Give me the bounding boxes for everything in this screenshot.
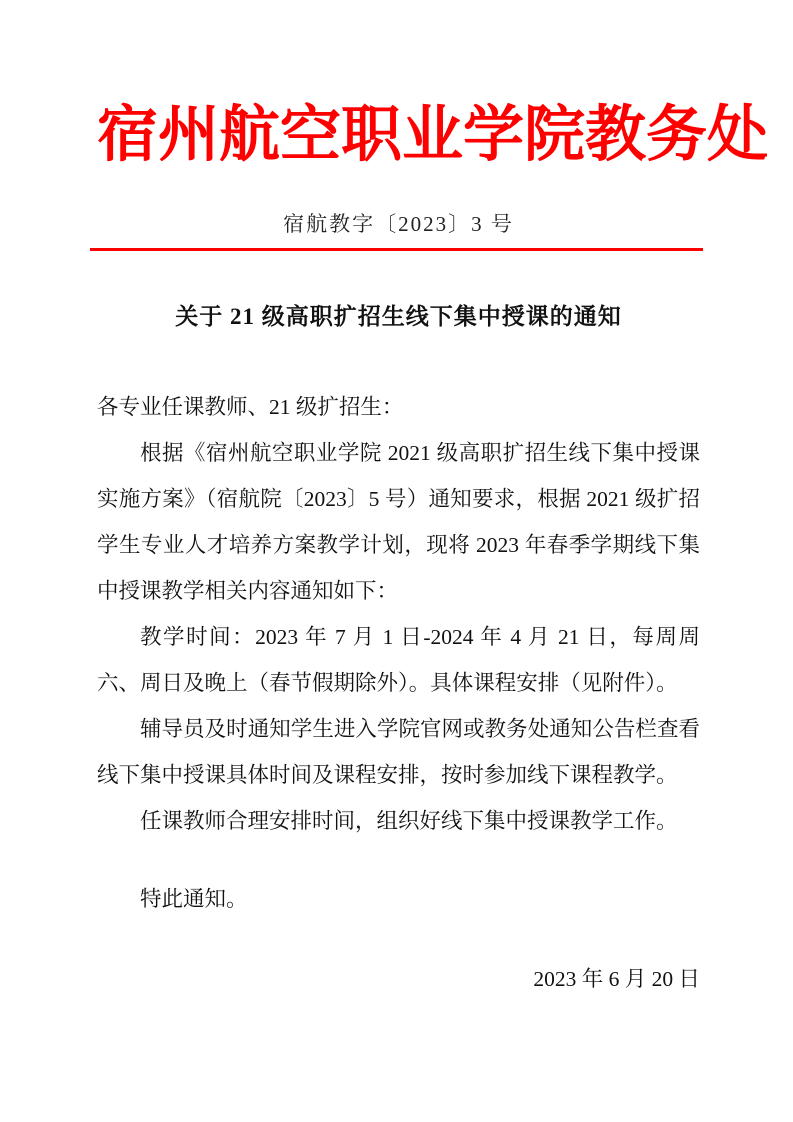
salutation-line: 各专业任课教师、21 级扩招生： <box>97 395 404 419</box>
masthead-title: 宿州航空职业学院教务处 <box>97 102 769 169</box>
paragraph-schedule: 教学时间：2023 年 7 月 1 日-2024 年 4 月 21 日，每周周六、周日及晚上（春节假期除外）。具体课程安排（见附件）。 <box>97 625 700 695</box>
red-divider-rule <box>90 248 703 251</box>
notice-body <box>97 384 700 1002</box>
issue-date: 2023 年 6 月 20 日 <box>533 967 700 991</box>
notice-title: 关于 21 级高职扩招生线下集中授课的通知 <box>175 304 622 329</box>
paragraph-basis: 根据《宿州航空职业学院 2021 级高职扩招生线下集中授课实施方案》（宿航院〔2023〕5 号）通知要求，根据 2021 级扩招学生专业人才培养方案教学计划，现将 2023 年春季学期线下集中授课教学相关内容通知如下： <box>97 441 700 603</box>
document-number: 宿航教字〔2023〕3 号 <box>283 212 514 236</box>
closing-line: 特此通知。 <box>140 887 248 911</box>
paragraph-teacher-duty: 任课教师合理安排时间，组织好线下集中授课教学工作。 <box>140 809 678 833</box>
paragraph-counselor-duty: 辅导员及时通知学生进入学院官网或教务处通知公告栏查看线下集中授课具体时间及课程安排，按时参加线下课程教学。 <box>97 717 700 787</box>
